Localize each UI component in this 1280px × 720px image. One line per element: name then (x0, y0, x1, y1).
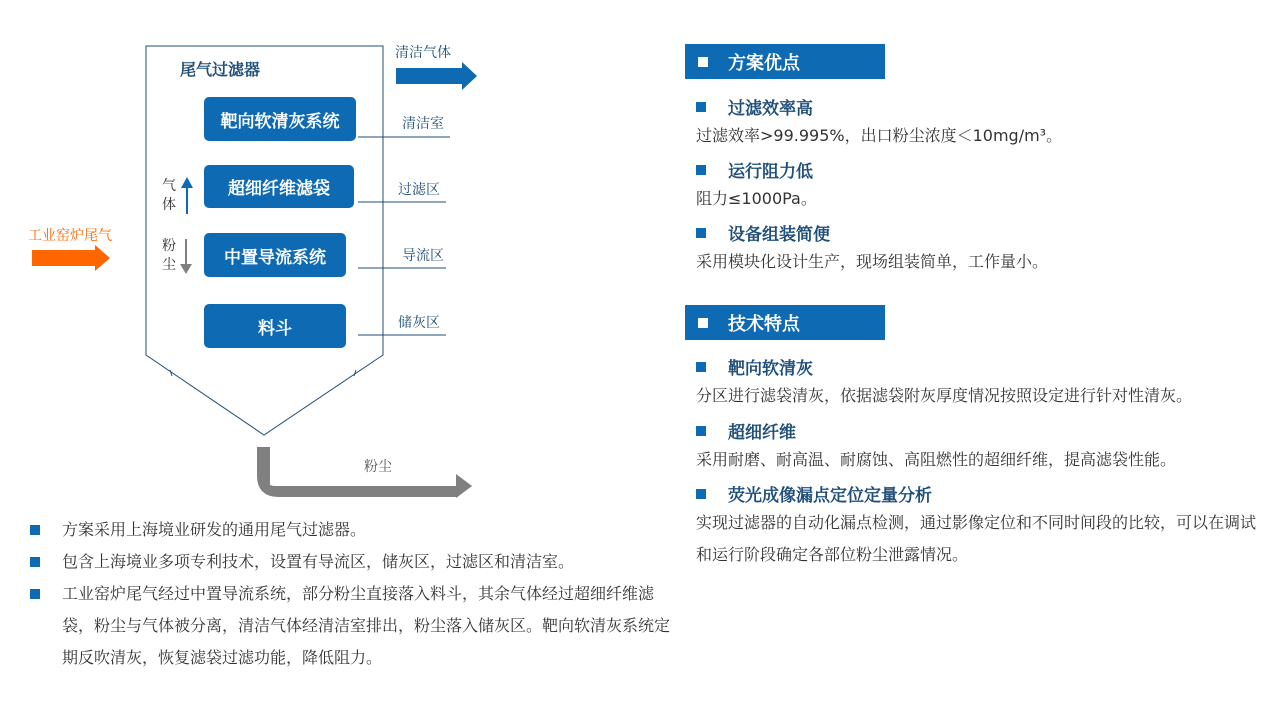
zone-label-clean-room: 清洁室 (402, 116, 444, 132)
box-central-guide-system: 中置导流系统 (204, 233, 346, 277)
feature-text-fluorescent: 实现过滤器的自动化漏点检测，通过影像定位和不同时间段的比较，可以在调试和运行阶段确定各部位粉尘泄露情况。 (696, 513, 1257, 564)
advantages-header (685, 44, 885, 79)
bullet-square-icon (696, 426, 706, 436)
dust-label-char-2: 尘 (162, 257, 176, 273)
bullet-text: 包含上海境业多项专利技术，设置有导流区，储灰区，过滤区和清洁室。 (62, 552, 575, 571)
clean-gas-label: 清洁气体 (395, 45, 451, 61)
feature-text-target-cleaning: 分区进行滤袋清灰，依据滤袋附灰厚度情况按照设定进行针对性清灰。 (696, 386, 1193, 405)
zone-label-guide-zone: 导流区 (402, 248, 444, 264)
clean-gas-arrow (396, 62, 477, 90)
header-square-icon (698, 318, 708, 328)
feature-title-text: 荧光成像漏点定位定量分析 (728, 486, 932, 506)
box-target-cleaning-system: 靶向软清灰系统 (204, 97, 356, 141)
advantage-title-text: 过滤效率高 (728, 99, 813, 119)
bullet-square-icon (30, 589, 40, 599)
advantage-title-resistance (696, 157, 813, 182)
feature-text-microfiber: 采用耐磨、耐高温、耐腐蚀、高阻燃性的超细纤维，提高滤袋性能。 (696, 450, 1177, 469)
advantage-title-assembly (696, 220, 830, 245)
advantage-text-resistance: 阻力≤1000Pa。 (696, 189, 817, 208)
feature-title-microfiber (696, 418, 796, 443)
zone-label-filter-zone: 过滤区 (398, 182, 440, 198)
filter-title: 尾气过滤器 (180, 60, 261, 79)
advantage-title-efficiency (696, 94, 813, 119)
bullet-text: 工业窑炉尾气经过中置导流系统，部分粉尘直接落入料斗，其余气体经过超细纤维滤袋，粉尘与气体被分离，清洁气体经清洁室排出，粉尘落入储灰区。靶向软清灰系统定期反吹清灰，恢复滤袋过滤功能，降低阻力。 (62, 584, 671, 667)
dust-outlet-head (456, 474, 472, 498)
feature-title-text: 靶向软清灰 (728, 359, 813, 379)
inlet-arrow (32, 245, 110, 271)
bullet-item (30, 546, 670, 578)
bullet-text: 方案采用上海境业研发的通用尾气过滤器。 (62, 520, 367, 539)
gas-label-char-1: 气 (162, 178, 176, 194)
box-microfiber-bag: 超细纤维滤袋 (204, 165, 354, 208)
bullet-square-icon (696, 102, 706, 112)
gas-up-arrow (181, 177, 193, 214)
bullet-square-icon (30, 525, 40, 535)
gas-label-char-2: 体 (162, 197, 176, 213)
advantage-title-text: 设备组装简便 (728, 225, 830, 245)
zone-label-ash-zone: 储灰区 (398, 315, 440, 331)
advantages-header-text: 方案优点 (728, 52, 800, 74)
description-bullets (30, 514, 670, 674)
feature-title-text: 超细纤维 (728, 423, 796, 443)
feature-title-target-cleaning (696, 354, 813, 379)
box-hopper: 料斗 (204, 304, 346, 348)
bullet-item (30, 578, 670, 674)
advantage-title-text: 运行阻力低 (728, 162, 813, 182)
bullet-square-icon (30, 557, 40, 567)
bullet-square-icon (696, 165, 706, 175)
dust-label-char-1: 粉 (162, 238, 176, 254)
bullet-square-icon (696, 489, 706, 499)
dust-outlet-label: 粉尘 (364, 459, 392, 475)
bullet-square-icon (696, 362, 706, 372)
advantage-text-assembly: 采用模块化设计生产，现场组装简单，工作量小。 (696, 252, 1049, 271)
dust-down-arrow (180, 239, 192, 274)
header-square-icon (698, 57, 708, 67)
bullet-item (30, 514, 670, 546)
bullet-square-icon (696, 228, 706, 238)
features-header (685, 305, 885, 340)
inlet-label: 工业窑炉尾气 (28, 228, 112, 244)
feature-title-fluorescent (696, 481, 932, 506)
dust-outlet-pipe (262, 447, 458, 492)
features-header-text: 技术特点 (728, 313, 800, 335)
advantage-text-efficiency: 过滤效率>99.995%，出口粉尘浓度＜10mg/m³。 (696, 126, 1063, 145)
